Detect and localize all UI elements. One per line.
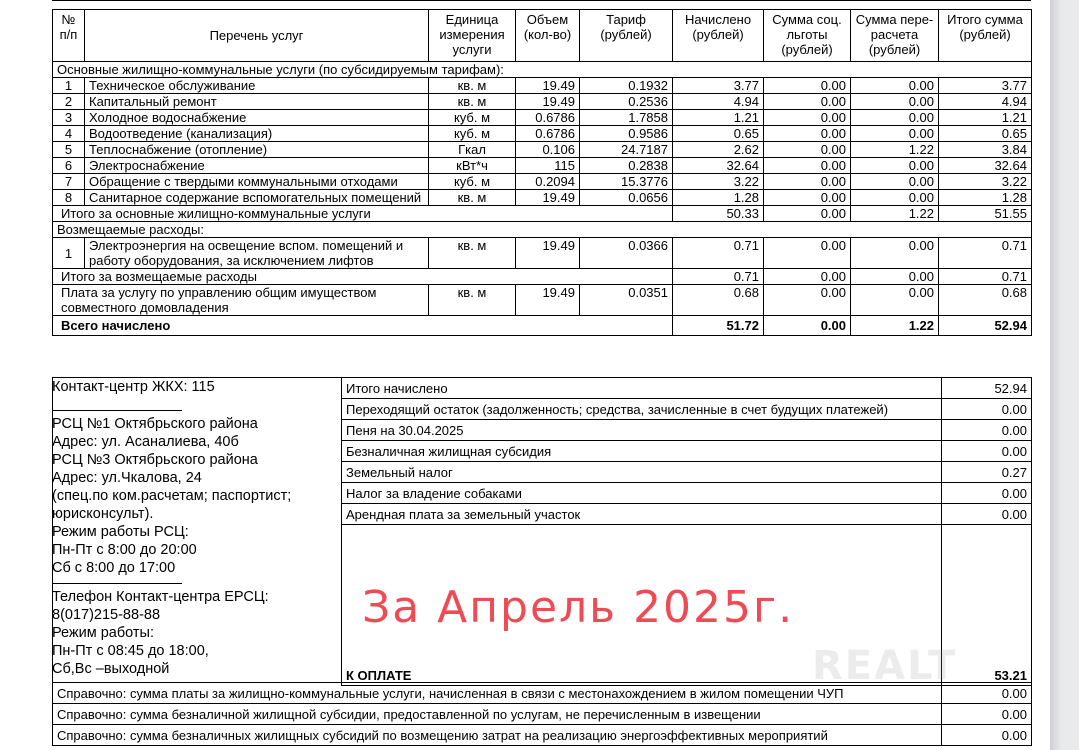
grand-total-charged: 51.72 bbox=[673, 316, 764, 336]
row-num: 8 bbox=[53, 190, 85, 206]
row-total: 0.65 bbox=[939, 126, 1032, 142]
summary-value: 0.00 bbox=[942, 441, 1032, 462]
reimb-subtotal-total: 0.71 bbox=[939, 269, 1032, 285]
reference-value: 0.00 bbox=[942, 683, 1032, 704]
row-unit: кв. м bbox=[429, 190, 516, 206]
row-charged: 0.71 bbox=[673, 238, 764, 269]
reference-row bbox=[53, 704, 1032, 725]
row-tariff: 0.2536 bbox=[580, 94, 673, 110]
main-subtotal-benefit: 0.00 bbox=[764, 206, 851, 222]
top-border bbox=[52, 0, 1031, 1]
table-row bbox=[53, 126, 1032, 142]
summary-value: 52.94 bbox=[942, 378, 1032, 399]
row-service: Холодное водоснабжение bbox=[85, 110, 429, 126]
reference-value: 0.00 bbox=[942, 704, 1032, 725]
row-num: 1 bbox=[53, 238, 85, 269]
header-total: Итого сумма (рублей) bbox=[939, 10, 1032, 62]
rsc3-name: РСЦ №3 Октябрьского района bbox=[52, 452, 258, 468]
management-fee-tariff: 0.0351 bbox=[580, 285, 673, 316]
row-recalc: 0.00 bbox=[851, 94, 939, 110]
row-volume: 0.2094 bbox=[516, 174, 580, 190]
management-fee-name: Плата за услугу по управлению общим имуществом совместного домовладения bbox=[53, 285, 429, 316]
rsc-hours-weekdays: Пн-Пт с 8:00 до 20:00 bbox=[52, 542, 197, 558]
rsc-hours-title: Режим работы РСЦ: bbox=[52, 524, 189, 540]
main-subtotal-recalc: 1.22 bbox=[851, 206, 939, 222]
table-row bbox=[53, 110, 1032, 126]
header-benefit: Сумма соц. льготы (рублей) bbox=[764, 10, 851, 62]
main-subtotal-charged: 50.33 bbox=[673, 206, 764, 222]
row-recalc: 0.00 bbox=[851, 174, 939, 190]
summary-value: 0.00 bbox=[942, 483, 1032, 504]
row-total: 3.22 bbox=[939, 174, 1032, 190]
table-row bbox=[53, 238, 1032, 269]
row-num: 3 bbox=[53, 110, 85, 126]
management-fee-benefit: 0.00 bbox=[764, 285, 851, 316]
watermark: REALT bbox=[812, 643, 958, 689]
to-pay-value: 53.21 bbox=[942, 525, 1032, 686]
reference-row bbox=[53, 725, 1032, 746]
page-edge bbox=[1050, 0, 1079, 750]
row-unit: куб. м bbox=[429, 110, 516, 126]
row-charged: 1.21 bbox=[673, 110, 764, 126]
row-service: Водоотведение (канализация) bbox=[85, 126, 429, 142]
table-row bbox=[53, 174, 1032, 190]
work-weekend: Сб,Вс –выходной bbox=[52, 661, 170, 677]
main-section-title: Основные жилищно-коммунальные услуги (по субсидируемым тарифам): bbox=[53, 62, 1032, 78]
row-num: 2 bbox=[53, 94, 85, 110]
management-fee-total: 0.68 bbox=[939, 285, 1032, 316]
work-title: Режим работы: bbox=[52, 625, 155, 641]
summary-label: Итого начислено bbox=[342, 378, 942, 399]
header-volume: Объем (кол-во) bbox=[516, 10, 580, 62]
reimb-subtotal-benefit: 0.00 bbox=[764, 269, 851, 285]
row-unit: Гкал bbox=[429, 142, 516, 158]
row-charged: 3.22 bbox=[673, 174, 764, 190]
rsc3-note-2: юрисконсульт). bbox=[52, 506, 154, 522]
phone-title: Телефон Контакт-центра ЕРСЦ: bbox=[52, 589, 269, 605]
row-service: Обращение с твердыми коммунальными отходами bbox=[85, 174, 429, 190]
row-total: 0.71 bbox=[939, 238, 1032, 269]
row-volume: 19.49 bbox=[516, 238, 580, 269]
main-subtotal-total: 51.55 bbox=[939, 206, 1032, 222]
row-total: 3.84 bbox=[939, 142, 1032, 158]
reimb-subtotal-recalc: 0.00 bbox=[851, 269, 939, 285]
management-fee-row bbox=[53, 285, 1032, 316]
row-charged: 2.62 bbox=[673, 142, 764, 158]
to-pay-label: К ОПЛАТЕ bbox=[342, 525, 942, 686]
header-charged: Начислено (рублей) bbox=[673, 10, 764, 62]
reimb-subtotal-charged: 0.71 bbox=[673, 269, 764, 285]
row-num: 1 bbox=[53, 78, 85, 94]
row-tariff: 0.2838 bbox=[580, 158, 673, 174]
row-benefit: 0.00 bbox=[764, 190, 851, 206]
summary-row bbox=[342, 378, 1032, 399]
divider bbox=[52, 410, 182, 411]
row-total: 1.21 bbox=[939, 110, 1032, 126]
management-fee-recalc: 0.00 bbox=[851, 285, 939, 316]
row-tariff: 0.1932 bbox=[580, 78, 673, 94]
table-row bbox=[53, 142, 1032, 158]
row-charged: 0.65 bbox=[673, 126, 764, 142]
row-recalc: 0.00 bbox=[851, 238, 939, 269]
row-volume: 19.49 bbox=[516, 78, 580, 94]
row-volume: 0.6786 bbox=[516, 126, 580, 142]
row-tariff: 0.9586 bbox=[580, 126, 673, 142]
summary-label: Арендная плата за земельный участок bbox=[342, 504, 942, 525]
row-tariff: 1.7858 bbox=[580, 110, 673, 126]
grand-total-label: Всего начислено bbox=[53, 316, 673, 336]
work-weekdays: Пн-Пт с 08:45 до 18:00, bbox=[52, 643, 209, 659]
summary-table bbox=[341, 377, 1032, 686]
summary-value: 0.00 bbox=[942, 504, 1032, 525]
header-tariff: Тариф (рублей) bbox=[580, 10, 673, 62]
row-unit: куб. м bbox=[429, 126, 516, 142]
summary-row bbox=[342, 420, 1032, 441]
grand-total-row bbox=[53, 316, 1032, 336]
grand-total-benefit: 0.00 bbox=[764, 316, 851, 336]
rsc1-address: Адрес: ул. Асаналиева, 40б bbox=[52, 434, 239, 450]
reference-label: Справочно: сумма безналичной жилищной субсидии, предоставленной по услугам, не перечисленным в извещении bbox=[53, 704, 942, 725]
row-recalc: 0.00 bbox=[851, 158, 939, 174]
row-benefit: 0.00 bbox=[764, 174, 851, 190]
row-total: 1.28 bbox=[939, 190, 1032, 206]
row-benefit: 0.00 bbox=[764, 78, 851, 94]
main-subtotal-label: Итого за основные жилищно-коммунальные услуги bbox=[53, 206, 673, 222]
row-volume: 0.106 bbox=[516, 142, 580, 158]
table-row bbox=[53, 94, 1032, 110]
summary-value: 0.00 bbox=[942, 399, 1032, 420]
rsc3-note-1: (спец.по ком.расчетам; паспортист; bbox=[52, 488, 292, 504]
summary-row bbox=[342, 462, 1032, 483]
phone-number: 8(017)215-88-88 bbox=[52, 607, 161, 623]
row-benefit: 0.00 bbox=[764, 126, 851, 142]
summary-label: Безналичная жилищная субсидия bbox=[342, 441, 942, 462]
table-row bbox=[53, 190, 1032, 206]
row-total: 32.64 bbox=[939, 158, 1032, 174]
management-fee-volume: 19.49 bbox=[516, 285, 580, 316]
row-charged: 4.94 bbox=[673, 94, 764, 110]
row-benefit: 0.00 bbox=[764, 94, 851, 110]
row-num: 7 bbox=[53, 174, 85, 190]
row-recalc: 0.00 bbox=[851, 190, 939, 206]
summary-row bbox=[342, 483, 1032, 504]
row-tariff: 0.0656 bbox=[580, 190, 673, 206]
row-num: 4 bbox=[53, 126, 85, 142]
row-benefit: 0.00 bbox=[764, 110, 851, 126]
row-service: Техническое обслуживание bbox=[85, 78, 429, 94]
main-subtotal-row bbox=[53, 206, 1032, 222]
header-unit: Единица измерения услуги bbox=[429, 10, 516, 62]
management-fee-unit: кв. м bbox=[429, 285, 516, 316]
summary-value: 0.27 bbox=[942, 462, 1032, 483]
rsc3-address: Адрес: ул.Чкалова, 24 bbox=[52, 470, 202, 486]
references-table bbox=[52, 682, 1032, 746]
month-annotation: За Апрель 2025г. bbox=[362, 582, 795, 633]
table-row bbox=[53, 78, 1032, 94]
summary-row bbox=[342, 399, 1032, 420]
row-num: 5 bbox=[53, 142, 85, 158]
grand-total-recalc: 1.22 bbox=[851, 316, 939, 336]
row-service: Санитарное содержание вспомогательных помещений bbox=[85, 190, 429, 206]
reference-value: 0.00 bbox=[942, 725, 1032, 746]
row-recalc: 1.22 bbox=[851, 142, 939, 158]
header-recalc: Сумма пере-расчета (рублей) bbox=[851, 10, 939, 62]
row-benefit: 0.00 bbox=[764, 142, 851, 158]
call-center: Контакт-центр ЖКХ: 115 bbox=[52, 379, 215, 395]
row-charged: 32.64 bbox=[673, 158, 764, 174]
row-unit: кв. м bbox=[429, 238, 516, 269]
row-tariff: 15.3776 bbox=[580, 174, 673, 190]
summary-label: Земельный налог bbox=[342, 462, 942, 483]
services-table bbox=[52, 9, 1032, 336]
row-tariff: 0.0366 bbox=[580, 238, 673, 269]
row-total: 4.94 bbox=[939, 94, 1032, 110]
row-volume: 0.6786 bbox=[516, 110, 580, 126]
row-benefit: 0.00 bbox=[764, 238, 851, 269]
contact-block bbox=[52, 378, 342, 678]
row-recalc: 0.00 bbox=[851, 126, 939, 142]
header-row bbox=[53, 10, 1032, 62]
table-row bbox=[53, 158, 1032, 174]
row-volume: 115 bbox=[516, 158, 580, 174]
reimb-subtotal-label: Итого за возмещаемые расходы bbox=[53, 269, 673, 285]
summary-label: Пеня на 30.04.2025 bbox=[342, 420, 942, 441]
divider bbox=[52, 583, 182, 584]
rsc1-name: РСЦ №1 Октябрьского района bbox=[52, 416, 258, 432]
row-recalc: 0.00 bbox=[851, 110, 939, 126]
reimb-subtotal-row bbox=[53, 269, 1032, 285]
row-benefit: 0.00 bbox=[764, 158, 851, 174]
row-unit: кв. м bbox=[429, 78, 516, 94]
row-volume: 19.49 bbox=[516, 190, 580, 206]
header-service: Перечень услуг bbox=[85, 10, 429, 62]
summary-label: Налог за владение собаками bbox=[342, 483, 942, 504]
management-fee-charged: 0.68 bbox=[673, 285, 764, 316]
row-recalc: 0.00 bbox=[851, 78, 939, 94]
row-volume: 19.49 bbox=[516, 94, 580, 110]
row-service: Теплоснабжение (отопление) bbox=[85, 142, 429, 158]
row-service: Электроснабжение bbox=[85, 158, 429, 174]
summary-row bbox=[342, 504, 1032, 525]
row-charged: 1.28 bbox=[673, 190, 764, 206]
row-unit: куб. м bbox=[429, 174, 516, 190]
summary-value: 0.00 bbox=[942, 420, 1032, 441]
grand-total-total: 52.94 bbox=[939, 316, 1032, 336]
summary-row bbox=[342, 441, 1032, 462]
row-service: Капитальный ремонт bbox=[85, 94, 429, 110]
row-unit: кВт*ч bbox=[429, 158, 516, 174]
row-num: 6 bbox=[53, 158, 85, 174]
row-service: Электроэнергия на освещение вспом. помещений и работу оборудования, за исключением лифтов bbox=[85, 238, 429, 269]
reference-label: Справочно: сумма платы за жилищно-коммунальные услуги, начисленная в связи с местонахождением в жилом помещении ЧУП bbox=[53, 683, 942, 704]
summary-label: Переходящий остаток (задолженность; средства, зачисленные в счет будущих платежей) bbox=[342, 399, 942, 420]
row-tariff: 24.7187 bbox=[580, 142, 673, 158]
row-total: 3.77 bbox=[939, 78, 1032, 94]
row-charged: 3.77 bbox=[673, 78, 764, 94]
row-unit: кв. м bbox=[429, 94, 516, 110]
reimb-section-title: Возмещаемые расходы: bbox=[53, 222, 1032, 238]
reference-label: Справочно: сумма безналичных жилищных субсидий по возмещению затрат на реализацию энергоэффективных мероприятий bbox=[53, 725, 942, 746]
rsc-hours-saturday: Сб с 8:00 до 17:00 bbox=[52, 560, 176, 576]
header-num: № п/п bbox=[53, 10, 85, 62]
